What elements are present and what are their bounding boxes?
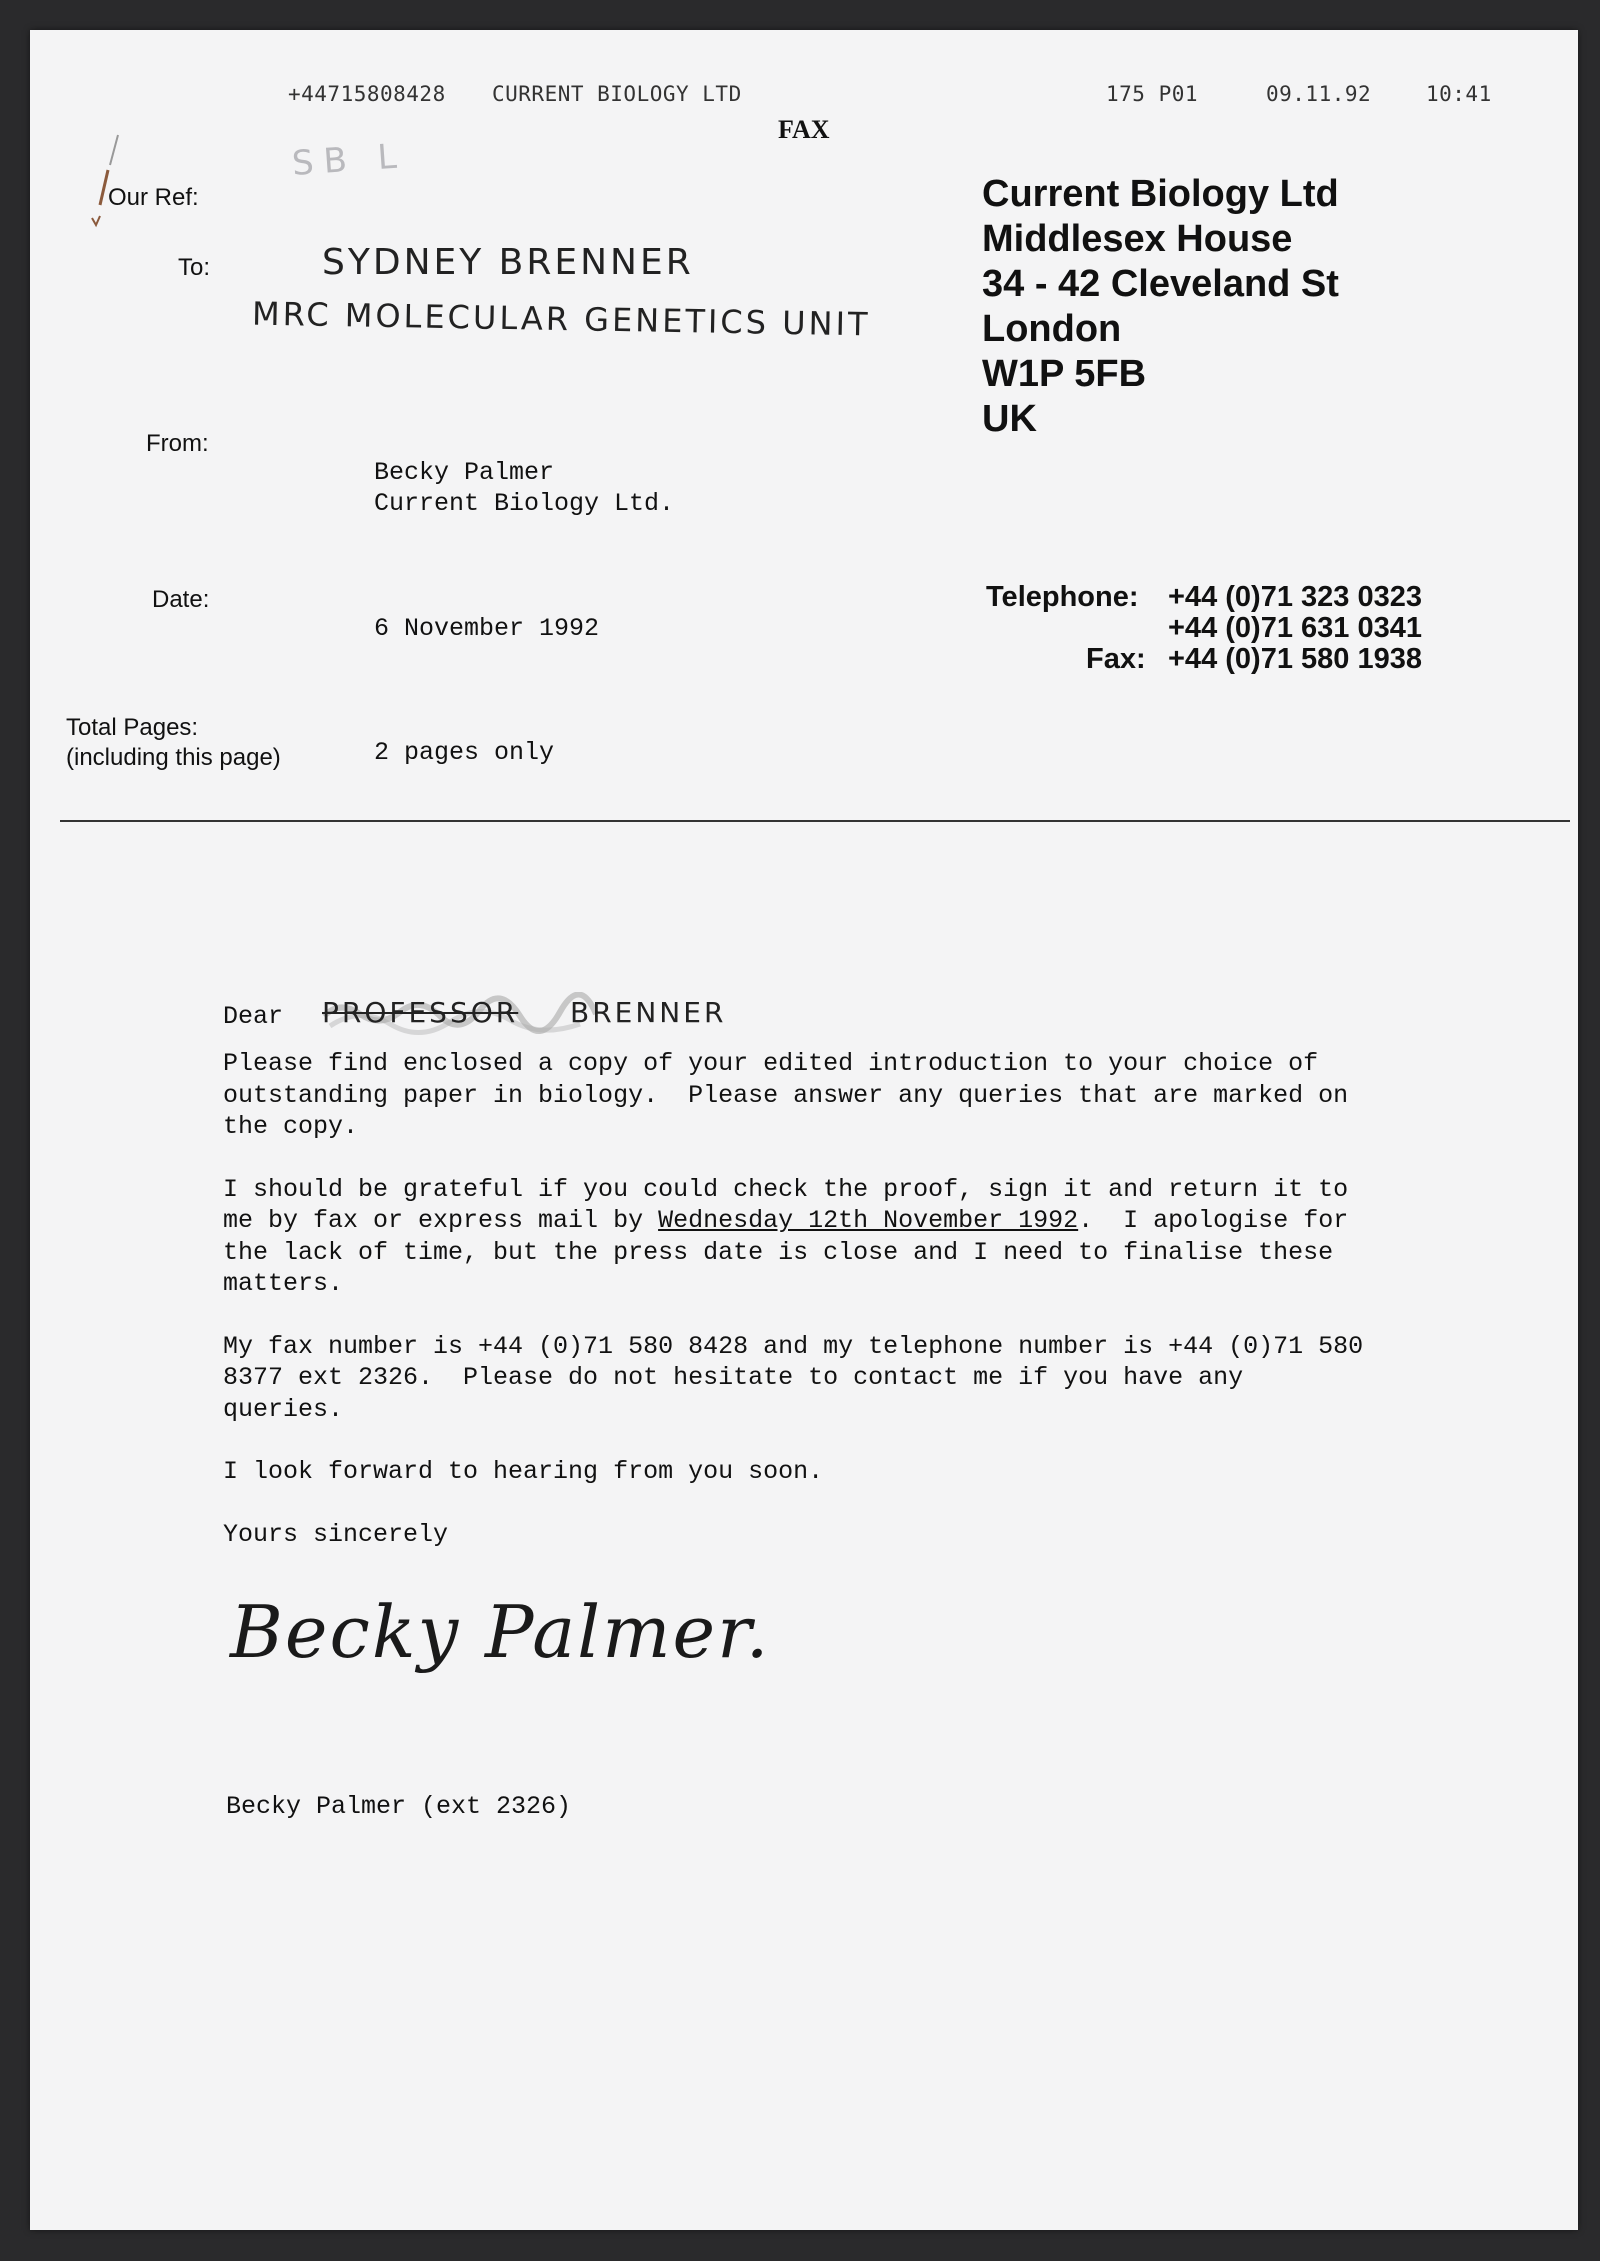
salutation-struck-title: PROFESSOR: [322, 996, 519, 1029]
our-ref-label: Our Ref:: [108, 184, 199, 211]
company-building: Middlesex House: [982, 218, 1293, 260]
paragraph-4: I look forward to hearing from you soon.: [223, 1457, 824, 1486]
total-pages-sublabel: (including this page): [66, 744, 281, 771]
to-label: To:: [178, 254, 211, 281]
date-label: Date:: [152, 586, 210, 613]
date-value: 6 November 1992: [374, 614, 600, 643]
total-pages-value: 2 pages only: [374, 738, 555, 767]
letter-body: [223, 1048, 1483, 1581]
to-recipient-name: SYDNEY BRENNER: [322, 242, 694, 283]
fax-title: FAX: [778, 115, 830, 144]
pencil-annotation: SB L: [290, 136, 408, 184]
fax-header-time: 10:41: [1426, 82, 1492, 106]
fax-header-sender: CURRENT BIOLOGY LTD: [492, 82, 742, 106]
closing: Yours sincerely: [223, 1519, 449, 1549]
fax-header-number: +44715808428: [288, 82, 446, 106]
to-recipient-unit: MRC MOLECULAR GENETICS UNIT: [251, 294, 871, 344]
salutation-name: BRENNER: [570, 996, 727, 1029]
company-street: 34 - 42 Cleveland St: [982, 263, 1339, 305]
telephone-label: Telephone:: [986, 581, 1139, 613]
fax-number: +44 (0)71 580 1938: [1168, 643, 1422, 675]
paragraph-2-part-b: . I apologise for the lack of time, but the press date is close and I need to finalise these matters.: [223, 1206, 1349, 1298]
telephone-number-2: +44 (0)71 631 0341: [1168, 612, 1422, 644]
from-company: Current Biology Ltd.: [374, 489, 675, 518]
company-name: Current Biology Ltd: [982, 173, 1339, 215]
company-postcode: W1P 5FB: [982, 353, 1147, 395]
company-address: [982, 172, 1339, 442]
paragraph-3: My fax number is +44 (0)71 580 8428 and my telephone number is +44 (0)71 580 8377 ext 2326. Please do not hesitate to contact me if you have any queries.: [223, 1331, 1364, 1424]
fax-header-date: 09.11.92: [1266, 82, 1372, 106]
company-country: UK: [982, 398, 1037, 440]
fax-page: [30, 30, 1578, 2230]
fax-label: Fax:: [1086, 643, 1146, 675]
from-name: Becky Palmer: [374, 458, 555, 487]
paragraph-2-part-a: I should be grateful if you could check the proof, sign it and return it to me by fax or express mail by: [223, 1174, 1349, 1235]
signoff: Becky Palmer (ext 2326): [226, 1792, 572, 1821]
from-label: From:: [146, 430, 209, 457]
deadline-date: Wednesday 12th November 1992: [658, 1206, 1079, 1235]
salutation: Dear: [223, 1002, 284, 1031]
paragraph-2: [223, 1174, 1483, 1300]
total-pages-label: Total Pages:: [66, 714, 199, 741]
paragraph-1: Please find enclosed a copy of your edited introduction to your choice of outstanding paper in biology. Please answer any queries that are marked on the copy.: [223, 1049, 1349, 1141]
signature: Becky Palmer.: [230, 1590, 771, 1674]
header-divider: [60, 820, 1570, 822]
fax-header-page-code: 175 P01: [1106, 82, 1199, 106]
company-city: London: [982, 308, 1122, 350]
telephone-number-1: +44 (0)71 323 0323: [1168, 581, 1422, 613]
